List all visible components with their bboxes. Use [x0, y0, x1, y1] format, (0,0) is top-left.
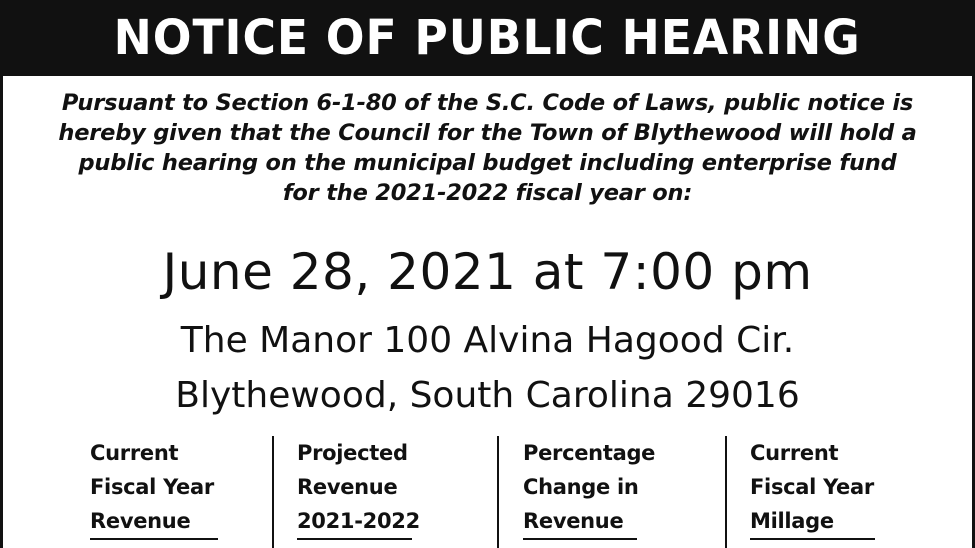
location-city: Blythewood, South Carolina 29016: [175, 375, 800, 416]
column-header-line: Fiscal Year: [750, 475, 874, 499]
column-header-line: Revenue: [90, 504, 218, 540]
column-header-line: Millage: [750, 504, 875, 540]
column-percentage-change: [523, 436, 655, 548]
column-header-line: Fiscal Year: [90, 475, 214, 499]
column-divider: [497, 436, 499, 548]
column-header-line: Change in: [523, 475, 639, 499]
notice-title: NOTICE OF PUBLIC HEARING: [114, 10, 861, 66]
column-header-line: Current: [90, 441, 179, 465]
hearing-location: [0, 313, 975, 423]
column-header-line: Current: [750, 441, 839, 465]
budget-columns: [0, 436, 975, 548]
column-projected-revenue: [297, 436, 420, 548]
column-header-line: 2021-2022: [297, 504, 412, 540]
column-divider: [272, 436, 274, 548]
column-header-line: Percentage: [523, 441, 656, 465]
intro-paragraph: [20, 88, 955, 208]
column-current-revenue: [90, 436, 218, 548]
intro-line: for the 2021-2022 fiscal year on:: [282, 180, 693, 206]
column-current-millage: [750, 436, 875, 548]
intro-line: Pursuant to Section 6-1-80 of the S.C. Code of Laws, public notice is: [61, 90, 914, 116]
intro-line: hereby given that the Council for the Town of Blythewood will hold a: [58, 120, 917, 146]
column-divider: [725, 436, 727, 548]
column-header-line: Revenue: [523, 504, 637, 540]
column-header-line: Revenue: [297, 475, 398, 499]
intro-line: public hearing on the municipal budget including enterprise fund: [78, 150, 897, 176]
location-street: The Manor 100 Alvina Hagood Cir.: [180, 320, 795, 361]
hearing-date: June 28, 2021 at 7:00 pm: [162, 243, 813, 301]
column-header-line: Projected: [297, 441, 408, 465]
notice-banner: [0, 0, 975, 76]
